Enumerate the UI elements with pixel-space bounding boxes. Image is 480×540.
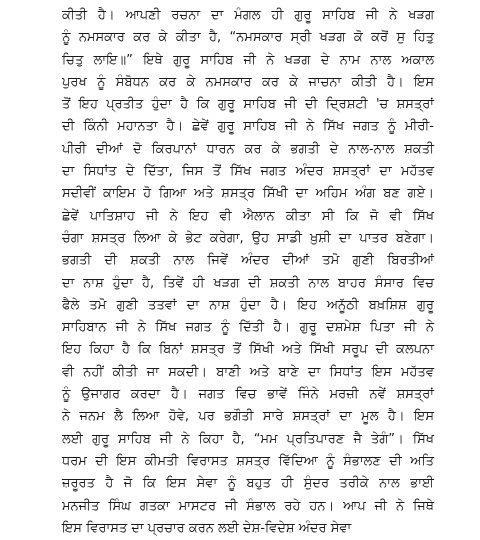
text-line: ਦਾ ਸਿਧਾਂਤ ਦੇ ਦਿੱਤਾ, ਜਿਸ ਤੋਂ ਸਿੱਖ ਜਗਤ ਅੰਦਰ ਸ਼ਸਤ੍ਰਾਂ ਦਾ ਮਹੱਤਵ xyxy=(62,164,434,180)
text-line: ਚਿਤੁ ਲਾਇ॥” ਇਥੇ ਗੁਰੂ ਸਾਹਿਬ ਜੀ ਨੇ ਖੜਗ ਦੇ ਨਾਮ ਨਾਲ ਅਕਾਲ xyxy=(62,52,434,68)
text-line: ਨੂੰ ਉਜਾਗਰ ਕਰਦਾ ਹੈ। ਜਗਤ ਵਿਚ ਭਾਵੇਂ ਜਿੰਨੇ ਮਰਜ਼ੀ ਨਵੇਂ ਸ਼ਸਤ੍ਰਾਂ xyxy=(62,387,434,403)
text-line: ਜ਼ਰੂਰਤ ਹੈ ਜੋ ਕਿ ਇਸ ਸੇਵਾ ਨੂੰ ਬਹੁਤ ਹੀ ਸੁੰਦਰ ਤਰੀਕੇ ਨਾਲ ਭਾਈ xyxy=(62,476,434,492)
text-line: ਇਹ ਕਿਹਾ ਹੈ ਕਿ ਬਿਨਾਂ ਸ਼ਸਤ੍ਰ ਤੋਂ ਸਿੱਖੀ ਅਤੇ ਸਿੱਖੀ ਸਰੂਪ ਦੀ ਕਲਪਨਾ xyxy=(62,342,434,358)
text-line: ਸਦੀਵੀਂ ਕਾਇਮ ਹੋ ਗਿਆ ਅਤੇ ਸ਼ਸਤ੍ਰ ਸਿੱਖੀ ਦਾ ਅਹਿਮ ਅੰਗ ਬਣ ਗਏ। xyxy=(62,186,434,202)
text-line: ਕੀਤੀ ਹੈ। ਆਪਣੀ ਰਚਨਾ ਦਾ ਮੰਗਲ ਹੀ ਗੁਰੂ ਸਾਹਿਬ ਜੀ ਨੇ ਖੜਗ xyxy=(62,8,434,23)
text-line: ਫੈਲੇ ਤਮੋ ਗੁਣੀ ਤਤਵਾਂ ਦਾ ਨਾਸ਼ ਹੁੰਦਾ ਹੈ। ਇਹ ਅਨੂੱਠੀ ਬਖ਼ਸ਼ਿਸ਼ ਗੁਰੂ xyxy=(62,297,434,313)
body-text xyxy=(62,5,434,540)
text-line: ਪੀਰੀ ਦੀਆਂ ਦੋ ਕਿਰਪਾਨਾਂ ਧਾਰਨ ਕਰ ਕੇ ਭਗਤੀ ਦੇ ਨਾਲ-ਨਾਲ ਸ਼ਕਤੀ xyxy=(62,141,434,157)
text-line: ਇਸ ਵਿਰਾਸਤ ਦਾ ਪ੍ਰਚਾਰ ਕਰਨ ਲਈ ਦੇਸ਼-ਵਿਦੇਸ਼ ਅੰਦਰ ਸੇਵਾ xyxy=(62,520,352,536)
text-line: ਭਗਤੀ ਦੀ ਸ਼ਕਤੀ ਨਾਲ ਜਿਵੇਂ ਅੰਦਰ ਦੀਆਂ ਤਮੋ ਗੁਣੀ ਬਿਰਤੀਆਂ xyxy=(62,253,434,269)
text-line: ਨੂੰ ਨਮਸਕਾਰ ਕਰ ਕੇ ਕੀਤਾ ਹੈ, “ਨਮਸਕਾਰ ਸ੍ਰੀ ਖੜਗ ਕੋ ਕਰੋਂ ਸੁ ਹਿਤੁ xyxy=(62,30,434,46)
text-line: ਸਾਹਿਬਾਨ ਜੀ ਨੇ ਸਿੱਖ ਜਗਤ ਨੂੰ ਦਿੱਤੀ ਹੈ। ਗੁਰੂ ਦਸ਼ਮੇਸ਼ ਪਿਤਾ ਜੀ ਨੇ xyxy=(62,320,434,336)
text-line: ਨੇ ਜਨਮ ਲੈ ਲਿਆ ਹੋਵੇ, ਪਰ ਭਗੌਤੀ ਸਾਰੇ ਸ਼ਸਤ੍ਰਾਂ ਦਾ ਮੂਲ ਹੈ। ਇਸ xyxy=(62,409,434,425)
text-line: ਦੀ ਕਿੰਨੀ ਮਹਾਨਤਾ ਹੈ। ਛੇਵੇਂ ਗੁਰੂ ਸਾਹਿਬ ਜੀ ਨੇ ਸਿੱਖ ਜਗਤ ਨੂੰ ਮੀਰੀ- xyxy=(62,119,434,135)
text-line: ਚੰਗਾ ਸ਼ਸਤ੍ਰ ਲਿਆ ਕੇ ਭੇਟ ਕਰੇਗਾ, ਉਹ ਸਾਡੀ ਖ਼ੁਸ਼ੀ ਦਾ ਪਾਤਰ ਬਣੇਗਾ। xyxy=(62,230,434,246)
text-line: ਵੀ ਨਹੀਂ ਕੀਤੀ ਜਾ ਸਕਦੀ। ਬਾਣੀ ਅਤੇ ਬਾਣੇ ਦਾ ਸਿਧਾਂਤ ਇਸ ਮਹੱਤਵ xyxy=(62,364,434,380)
text-line: ਲਈ ਗੁਰੂ ਸਾਹਿਬ ਜੀ ਨੇ ਕਿਹਾ ਹੈ, “ਮਮ ਪ੍ਰਤਿਪਾਰਣ ਜੈ ਤੇਗੰ”। ਸਿੱਖ xyxy=(62,431,434,447)
text-line: ਦਾ ਨਾਸ਼ ਹੁੰਦਾ ਹੈ, ਤਿਵੇਂ ਹੀ ਖੜਗ ਦੀ ਸ਼ਕਤੀ ਨਾਲ ਬਾਹਰ ਸੰਸਾਰ ਵਿਚ xyxy=(62,275,434,291)
text-line: ਛੇਵੇਂ ਪਾਤਿਸ਼ਾਹ ਜੀ ਨੇ ਇਹ ਵੀ ਐਲਾਨ ਕੀਤਾ ਸੀ ਕਿ ਜੋ ਵੀ ਸਿੱਖ xyxy=(62,208,434,224)
text-line: ਤੋਂ ਇਹ ਪ੍ਰਤੀਤ ਹੁੰਦਾ ਹੈ ਕਿ ਗੁਰੂ ਸਾਹਿਬ ਜੀ ਦੀ ਦ੍ਰਿਸ਼ਟੀ 'ਚ ਸ਼ਸਤ੍ਰਾਂ xyxy=(62,97,434,113)
text-line: ਪੁਰਖ ਨੂੰ ਸੰਬੋਧਨ ਕਰ ਕੇ ਨਮਸਕਾਰ ਕਰ ਕੇ ਜਾਚਨਾ ਕੀਤੀ ਹੈ। ਇਸ xyxy=(62,74,434,90)
text-line: ਧਰਮ ਦੀ ਇਸ ਕੀਮਤੀ ਵਿਰਾਸਤ ਸ਼ਸਤ੍ਰ ਵਿੱਦਿਆ ਨੂੰ ਸੰਭਾਲਣ ਦੀ ਅਤਿ xyxy=(62,453,434,469)
text-line: ਮਨਜੀਤ ਸਿੰਘ ਗਤਕਾ ਮਾਸਟਰ ਜੀ ਸੰਭਾਲ ਰਹੇ ਹਨ। ਆਪ ਜੀ ਨੇ ਜਿਥੇ xyxy=(62,498,434,514)
